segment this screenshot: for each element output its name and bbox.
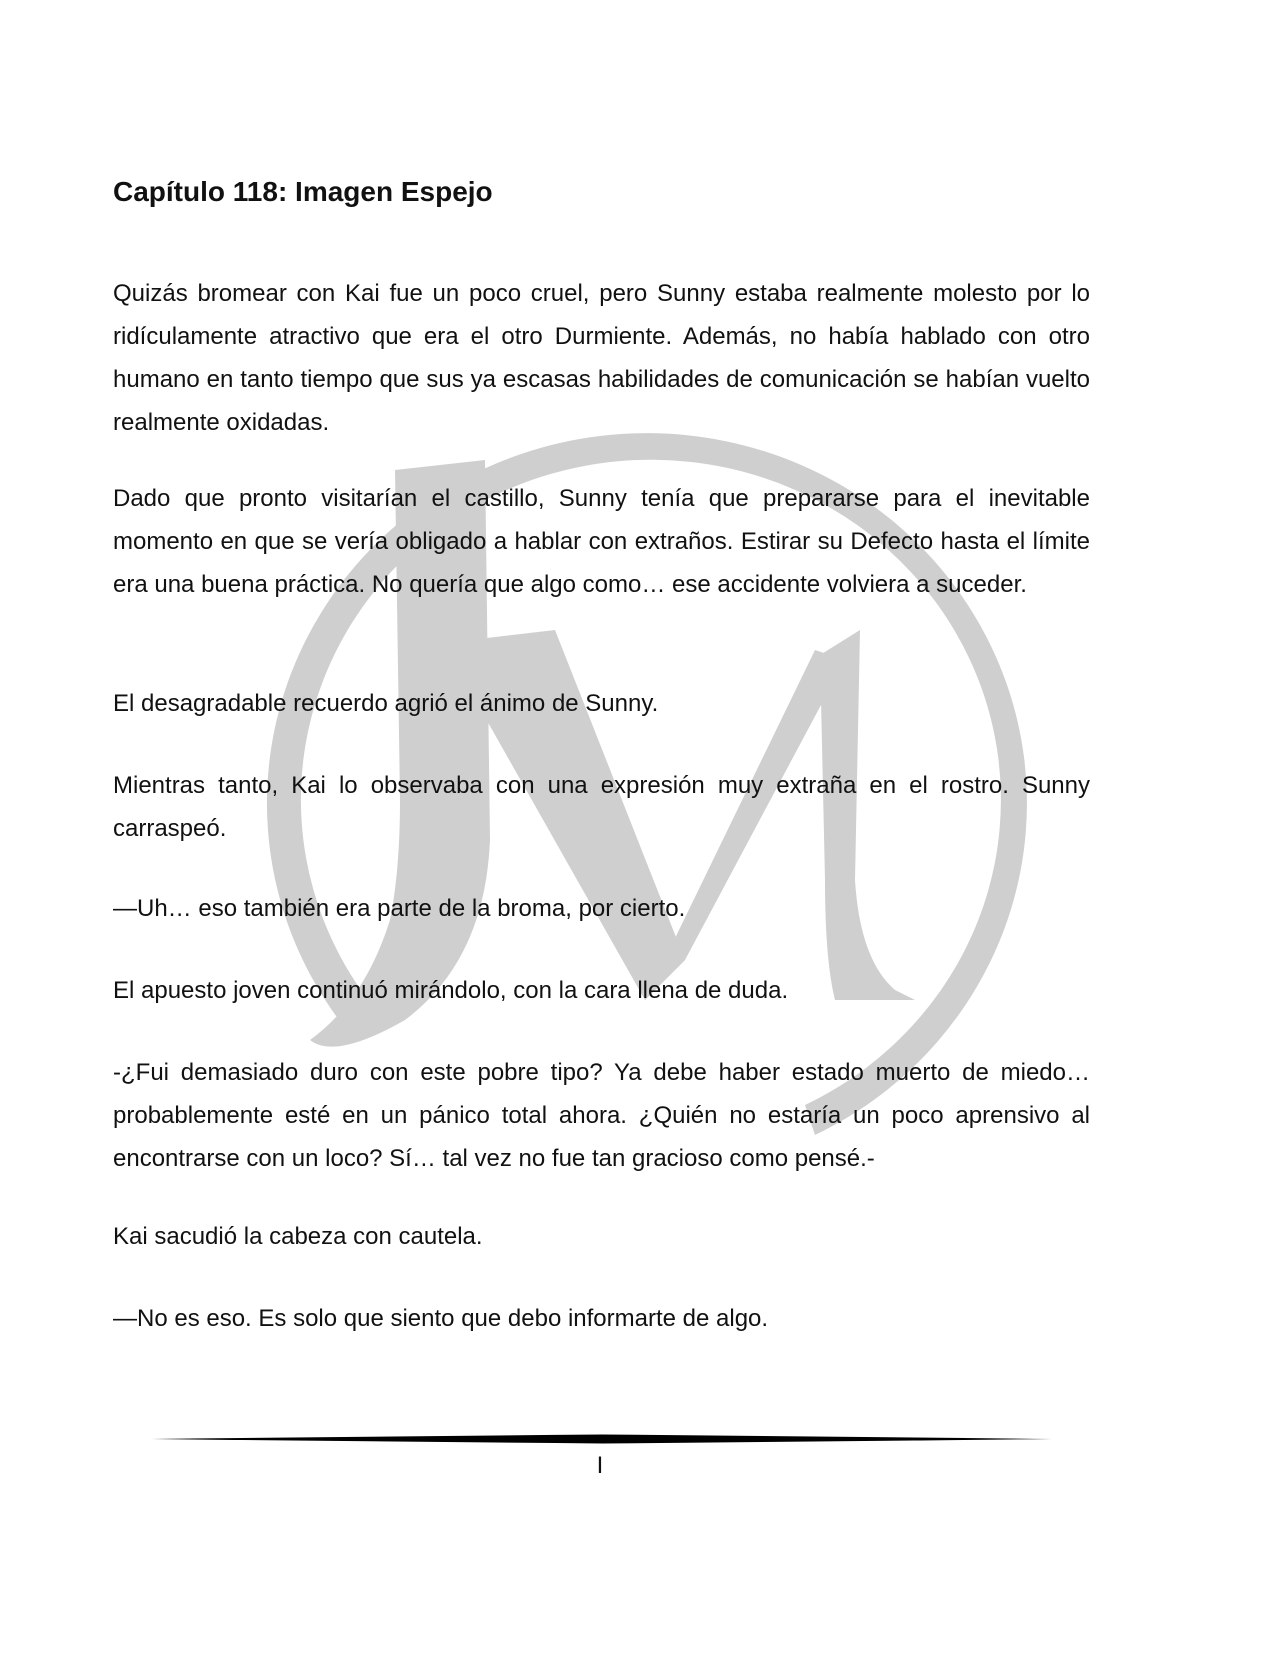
tapered-rule-divider	[152, 1434, 1052, 1444]
page-number: I	[596, 1452, 604, 1479]
paragraph-6: El apuesto joven continuó mirándolo, con la cara llena de duda.	[113, 977, 789, 1004]
paragraph-3: El desagradable recuerdo agrió el ánimo de Sunny.	[113, 690, 659, 717]
chapter-title: Capítulo 118: Imagen Espejo	[113, 176, 493, 207]
paragraph-7: -¿Fui demasiado duro con este pobre tipo? Ya debe haber estado muerto de miedo… probablemente esté en un pánico total ahora. ¿Quién no estaría un poco aprensivo al encontrarse con un loco? Sí… tal vez no fue tan gracioso como pensé.-	[113, 1059, 1090, 1172]
paragraph-5: —Uh… eso también era parte de la broma, por cierto.	[113, 895, 686, 922]
paragraph-8: Kai sacudió la cabeza con cautela.	[113, 1223, 483, 1250]
paragraph-1: Quizás bromear con Kai fue un poco cruel, pero Sunny estaba realmente molesto por lo ridículamente atractivo que era el otro Durmiente. Además, no había hablado con otro humano en tanto tiempo que sus ya escasas habilidades de comunicación se habían vuelto realmente oxidadas.	[113, 280, 1090, 436]
paragraph-4: Mientras tanto, Kai lo observaba con una expresión muy extraña en el rostro. Sunny carraspeó.	[113, 772, 1090, 842]
paragraph-2: Dado que pronto visitarían el castillo, Sunny tenía que prepararse para el inevitable momento en que se vería obligado a hablar con extraños. Estirar su Defecto hasta el límite era una buena práctica. No quería que algo como… ese accidente volviera a suceder.	[113, 485, 1090, 598]
paragraph-9: —No es eso. Es solo que siento que debo informarte de algo.	[113, 1305, 769, 1332]
